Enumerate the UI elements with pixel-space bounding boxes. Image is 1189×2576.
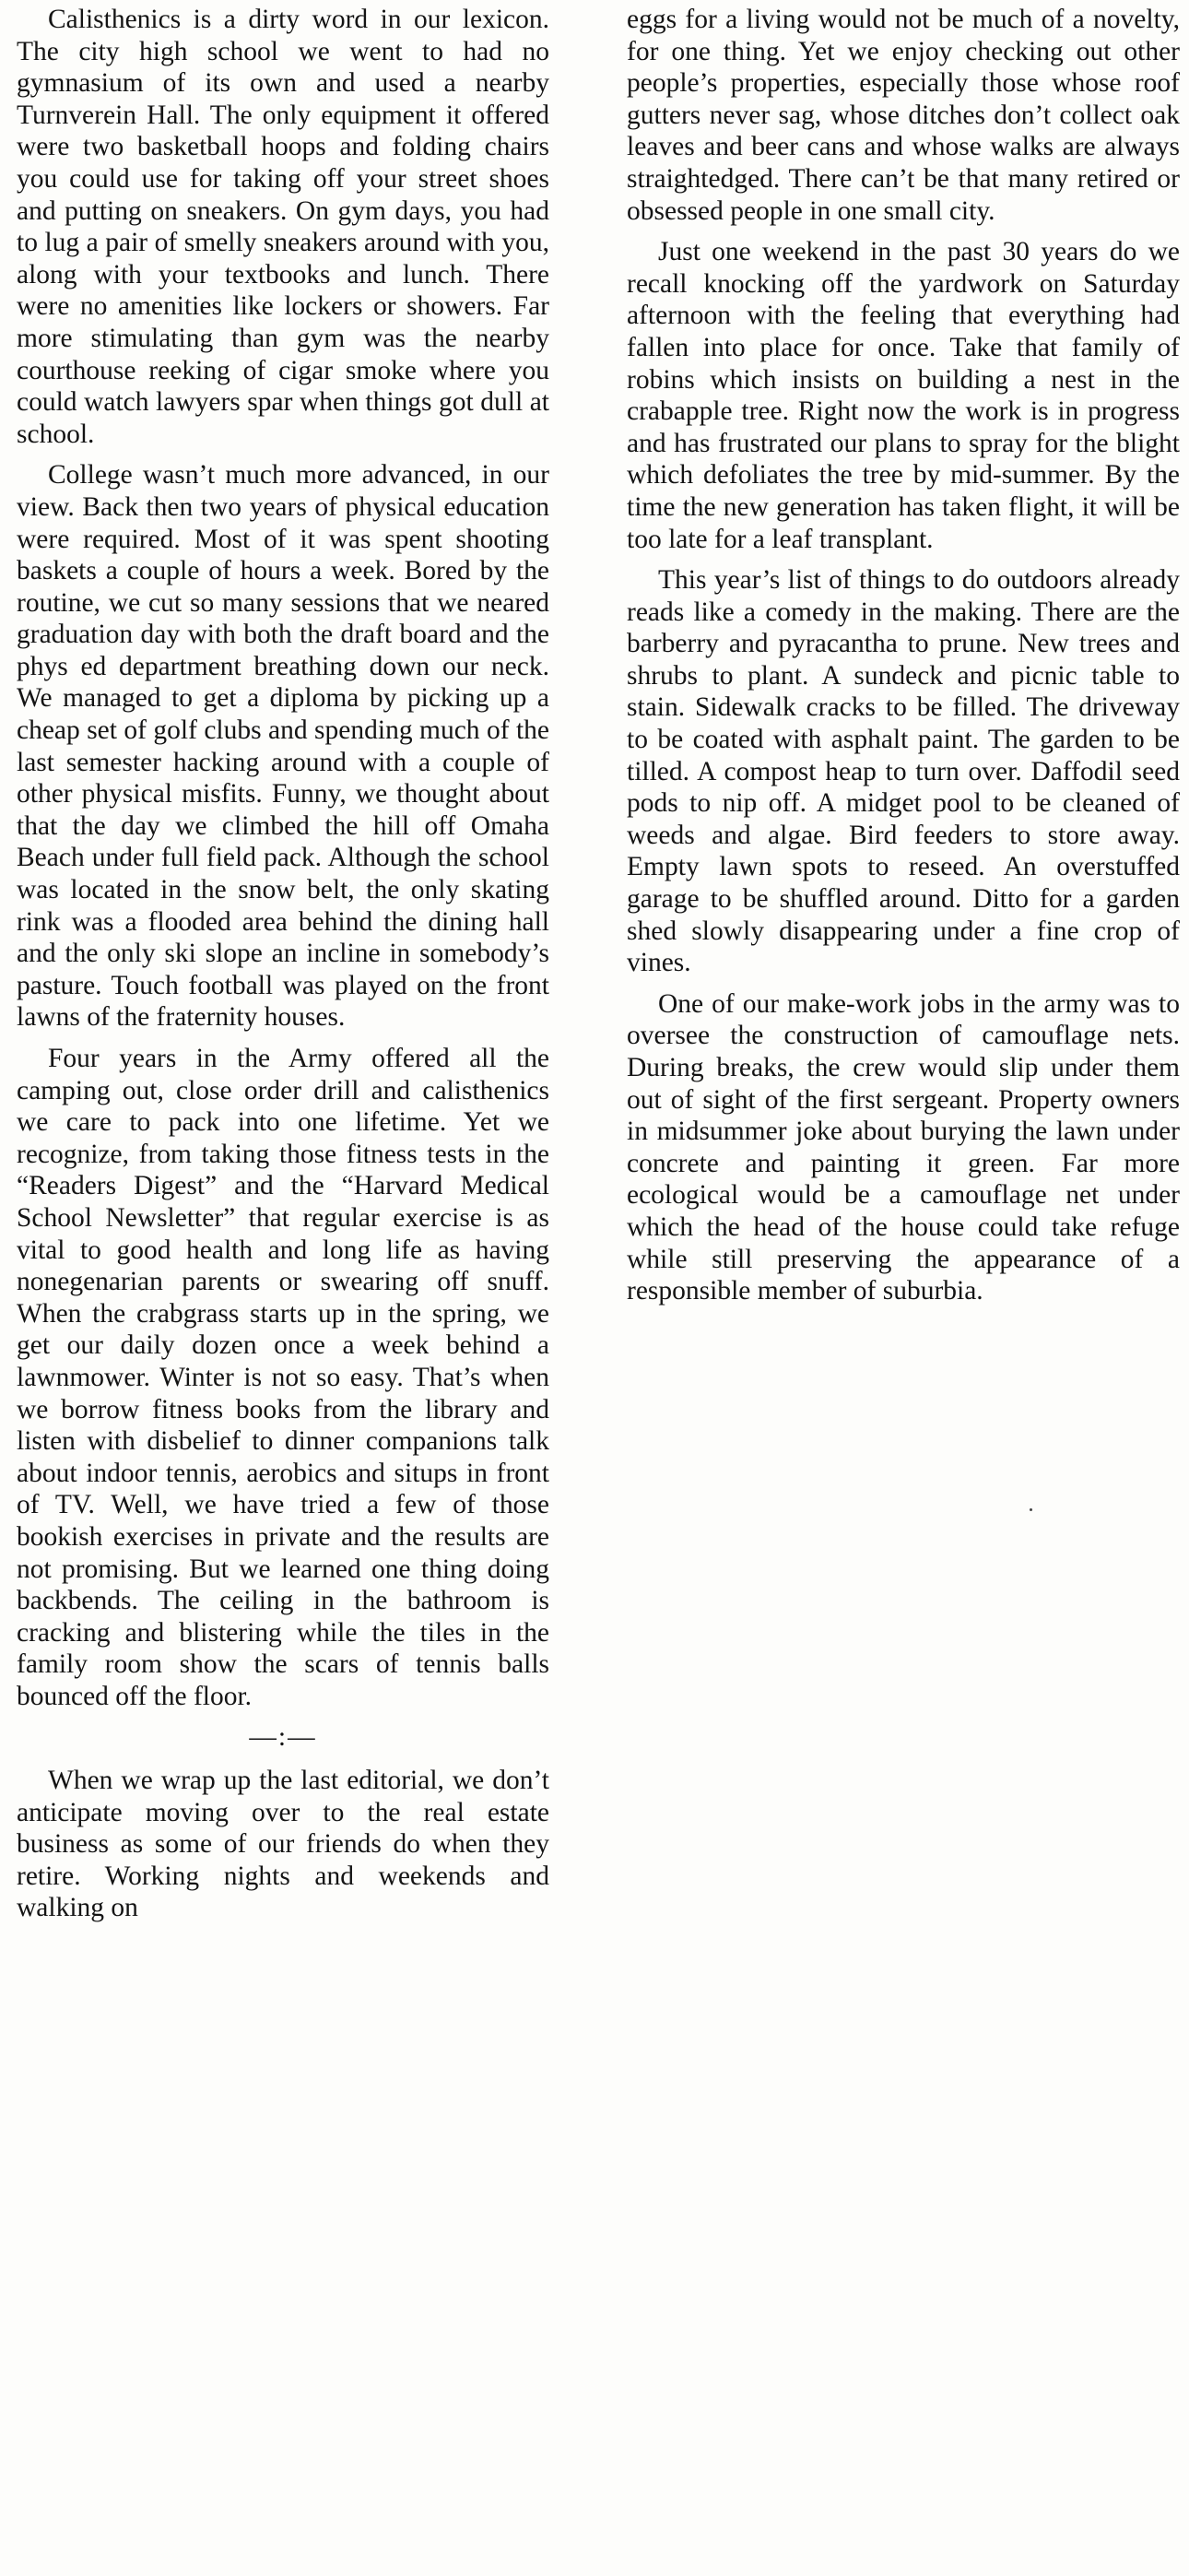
paragraph-yardwork: Just one weekend in the past 30 years do we recall knocking off the yardwork on Saturday afternoon with the feeling that everything had fallen into place for once. Take that family of robins which insists on building a nest in the crabapple tree. Right now the work is in progress and has frustrated our plans to spray for the blight which defoliates the tree by mid-summer. By the time the new generation has taken flight, it will be too late for a leaf transplant.	[627, 237, 1180, 554]
paragraph-real-estate: When we wrap up the last editorial, we don’t anticipate moving over to the real estate business as some of our friends do when they retire. Working nights and weekends and walking on	[17, 1766, 549, 1923]
paragraph-calisthenics: Calisthenics is a dirty word in our lexicon. The city high school we went to had no gymnasium of its own and used a nearby Turnverein Hall. The only equipment it offered were two basketball hoops and folding chairs you could use for taking off your street shoes and putting on sneakers. On gym days, you had to lug a pair of smelly sneakers around with you, along with your textbooks and lunch. There were no amenities like lockers or showers. Far more stimulating than gym was the nearby courthouse reeking of cigar smoke where you could watch lawyers spar when things got dull at school.	[17, 5, 549, 449]
paragraph-continuation: eggs for a living would not be much of a novelty, for one thing. Yet we enjoy checking out other people’s properties, especially those whose roof gutters never sag, whose ditches don’t collect oak leaves and beer cans and whose walks are always straightedged. There can’t be that many retired or obsessed people in one small city.	[627, 5, 1180, 226]
paragraph-army: Four years in the Army offered all the camping out, close order drill and calisthenics we care to pack into one lifetime. Yet we recognize, from taking those fitness tests in the “Readers Digest” and the “Harvard Medical School Newsletter” that regular exercise is as vital to good health and long life as having nonegenarian parents or swearing off snuff. When the crabgrass starts up in the spring, we get our daily dozen once a week behind a lawnmower. Winter is not so easy. That’s when we borrow fitness books from the library and listen with disbelief to dinner companions talk about indoor tennis, aerobics and situps in front of TV. Well, we have tried a few of those bookish exercises in private and the results are not promising. But we learned one thing doing backbends. The ceiling in the bathroom is cracking and blistering while the tiles in the family room show the scars of tennis balls bounced off the floor.	[17, 1044, 549, 1711]
paragraph-outdoor-list: This year’s list of things to do outdoors already reads like a comedy in the making. There are the barberry and pyracantha to prune. New trees and shrubs to plant. A sundeck and picnic table to stain. Sidewalk cracks to be filled. The driveway to be coated with asphalt paint. The garden to be tilled. A compost heap to turn over. Daffodil seed pods to nip off. A midget pool to be cleaned of weeds and algae. Bird feeders to store away. Empty lawn spots to reseed. An overstuffed garage to be shuffled around. Ditto for a garden shed slowly disappearing under a fine crop of vines.	[627, 565, 1180, 978]
section-separator: —:—	[249, 1722, 317, 1753]
paragraph-college: College wasn’t much more advanced, in our view. Back then two years of physical education were required. Most of it was spent shooting baskets a couple of hours a week. Bored by the routine, we cut so many sessions that we neared graduation day with both the draft board and the phys ed department breathing down our neck. We managed to get a diploma by picking up a cheap set of golf clubs and spending much of the last semester hacking around with a couple of other physical misfits. Funny, we thought about that the day we climbed the hill off Omaha Beach under full field pack. Although the school was located in the snow belt, the only skating rink was a flooded area behind the dining hall and the only ski slope an incline in somebody’s pasture. Touch football was played on the front lawns of the fraternity houses.	[17, 460, 549, 1033]
article-column-left	[17, 4, 549, 1933]
article-column-right	[627, 4, 1180, 1317]
print-speck	[1030, 1508, 1032, 1511]
paragraph-camouflage: One of our make-work jobs in the army was to oversee the construction of camouflage nets. During breaks, the crew would slip under them out of sight of the first sergeant. Property owners in midsummer joke about burying the lawn under concrete and painting it green. Far more ecological would be a camouflage net under which the head of the house could take refuge while still preserving the appearance of a responsible member of suburbia.	[627, 988, 1180, 1306]
